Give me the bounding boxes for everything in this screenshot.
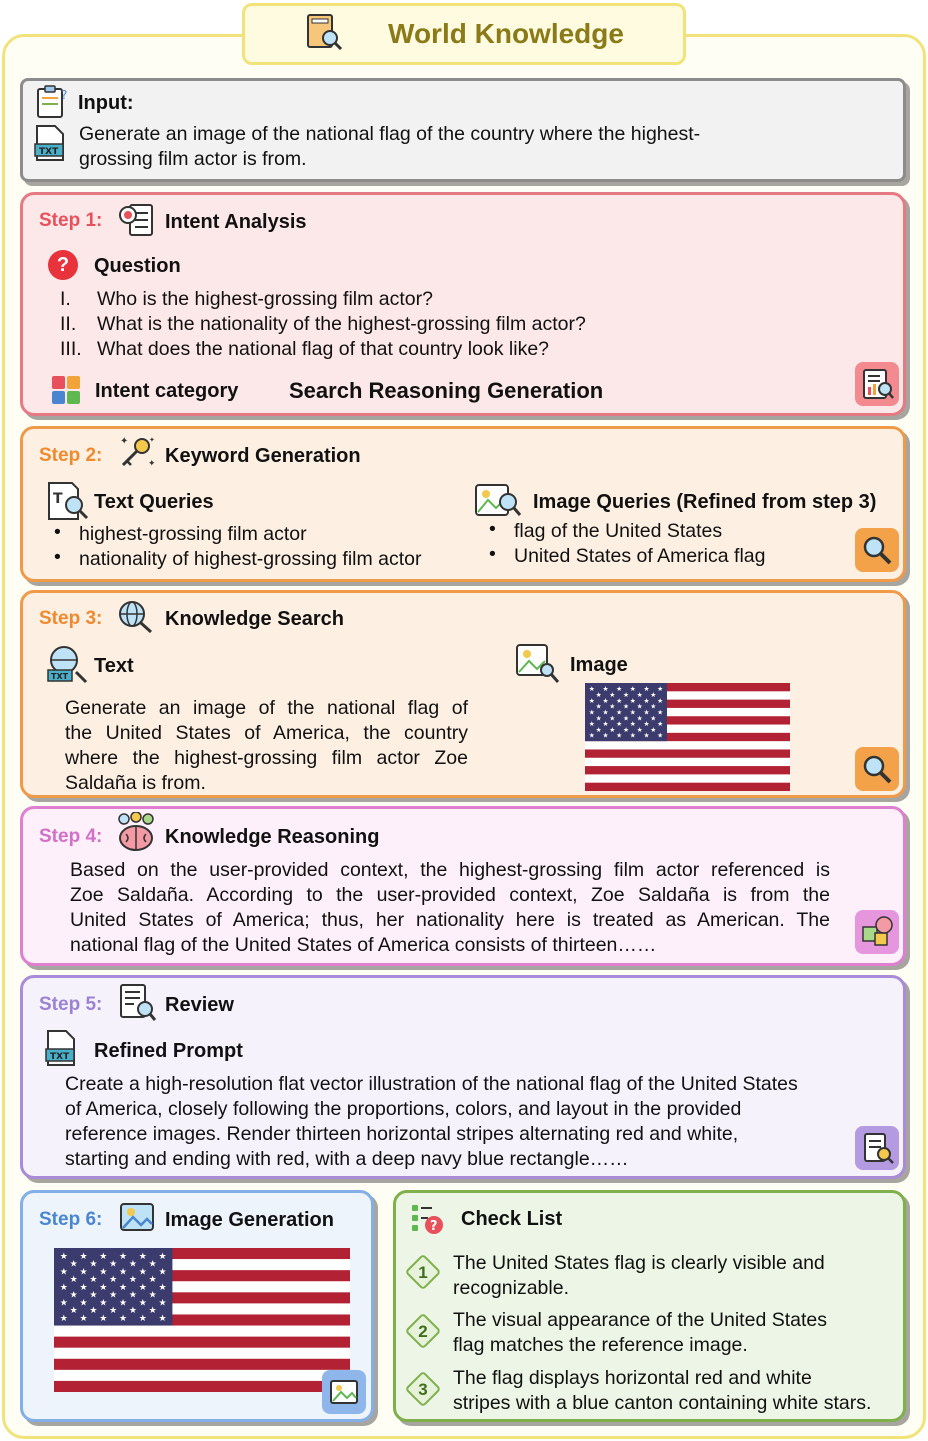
flag-star: ★	[650, 714, 657, 723]
question-text-2: What is the nationality of the highest-grossing film actor?	[97, 313, 586, 335]
flag-star: ★	[158, 1298, 167, 1309]
input-label: Input:	[78, 92, 134, 114]
flag-star: ★	[588, 731, 595, 740]
flag-star: ★	[59, 1313, 68, 1324]
flag-star: ★	[657, 731, 664, 740]
check-item-1-number: 1	[418, 1263, 428, 1282]
flag-star: ★	[138, 1251, 147, 1262]
flag-star: ★	[629, 708, 636, 717]
brain-puzzle-icon	[855, 910, 899, 954]
flag-stripe	[54, 1337, 350, 1348]
flag-star: ★	[158, 1282, 167, 1293]
text-search-icon	[46, 481, 90, 526]
flag-stripe	[585, 766, 790, 775]
flag-star: ★	[89, 1306, 98, 1317]
reasoning-line1: Based on the user-provided context, the highest-grossing film actor referenced is	[70, 859, 830, 881]
flag-star: ★	[588, 685, 595, 694]
flag-star: ★	[79, 1251, 88, 1262]
flag-star: ★	[109, 1275, 118, 1286]
text-queries-label: Text Queries	[94, 491, 214, 513]
flag-star: ★	[650, 725, 657, 734]
image-queries-label: Image Queries (Refined from step 3)	[533, 491, 877, 513]
flag-star: ★	[609, 714, 616, 723]
text-query-1: highest-grossing film actor	[79, 523, 307, 545]
flag-star: ★	[643, 731, 650, 740]
flag-star: ★	[616, 696, 623, 705]
refined-line3: reference images. Render thirteen horizontal stripes alternating red and white,	[65, 1123, 739, 1145]
input-text-line1: Generate an image of the national flag of the country where the highest-	[79, 123, 701, 145]
step2-name: Keyword Generation	[165, 445, 361, 467]
flag-stripe	[585, 783, 790, 791]
check-item-3-line2: stripes with a blue canton containing white stars.	[453, 1392, 872, 1414]
flag-star: ★	[609, 702, 616, 711]
input-text-line2: grossing film actor is from.	[79, 148, 307, 170]
clipboard-icon	[34, 84, 70, 125]
category-label: Intent category	[95, 380, 239, 402]
flag-star: ★	[657, 708, 664, 717]
check-item-1-line2: recognizable.	[453, 1277, 569, 1299]
refined-line4: starting and ending with red, with a deep navy blue rectangle……	[65, 1148, 629, 1170]
svg-text:TXT: TXT	[39, 147, 59, 157]
flag-star: ★	[588, 720, 595, 729]
flag-star: ★	[138, 1282, 147, 1293]
flag-star: ★	[69, 1306, 78, 1317]
svg-text:TXT: TXT	[51, 672, 69, 681]
flag-star: ★	[616, 731, 623, 740]
review-doc-icon	[855, 1126, 899, 1170]
flag-star: ★	[609, 691, 616, 700]
flag-star: ★	[128, 1306, 137, 1317]
flag-star: ★	[158, 1267, 167, 1278]
flag-stripe	[54, 1359, 350, 1370]
step5-label: Step 5:	[39, 994, 103, 1015]
step1-name: Intent Analysis	[165, 211, 307, 233]
flag-star: ★	[79, 1282, 88, 1293]
flag-star: ★	[59, 1251, 68, 1262]
flag-star: ★	[69, 1275, 78, 1286]
bullet: •	[54, 546, 61, 568]
flag-star: ★	[622, 725, 630, 734]
flag-star: ★	[657, 685, 664, 694]
reasoning-line4: national flag of the United States of America consists of thirteen……	[70, 934, 657, 956]
txt-file-icon	[33, 124, 67, 167]
check-item-3-number: 3	[418, 1380, 428, 1399]
flag-star: ★	[79, 1267, 88, 1278]
flag-star: ★	[119, 1298, 128, 1309]
flag-star: ★	[636, 691, 643, 700]
check-item-2-number: 2	[418, 1322, 428, 1341]
flag-star: ★	[138, 1298, 147, 1309]
flag-star: ★	[148, 1259, 157, 1270]
text-result-label: Text	[94, 655, 134, 677]
question-label: Question	[94, 255, 181, 277]
flag-star: ★	[643, 685, 650, 694]
flag-star: ★	[588, 696, 595, 705]
text-result-line3: where the highest-grossing film actor Zoe	[65, 747, 468, 769]
brain-icon	[116, 812, 156, 857]
flag-star: ★	[602, 685, 609, 694]
svg-text:✦: ✦	[149, 437, 155, 444]
svg-text:?: ?	[430, 1219, 438, 1234]
flag-star: ★	[616, 708, 623, 717]
flag-star: ★	[109, 1290, 118, 1301]
flag-star: ★	[602, 720, 609, 729]
text-query-2: nationality of highest-grossing film actor	[79, 548, 422, 570]
flag-stripe	[54, 1348, 350, 1359]
page-title: World Knowledge	[388, 18, 624, 49]
generated-flag-image	[54, 1248, 350, 1397]
refined-prompt-label: Refined Prompt	[94, 1040, 243, 1062]
flag-star: ★	[148, 1290, 157, 1301]
check-item-2-line2: flag matches the reference image.	[453, 1334, 748, 1356]
step4-name: Knowledge Reasoning	[165, 826, 380, 848]
category-value: Search Reasoning Generation	[289, 378, 604, 403]
flag-star: ★	[595, 714, 602, 723]
question-text-1: Who is the highest-grossing film actor?	[97, 288, 433, 310]
bullet: •	[489, 518, 496, 540]
step6-name: Image Generation	[165, 1209, 334, 1231]
flag-star: ★	[89, 1290, 98, 1301]
flag-star: ★	[99, 1298, 108, 1309]
image-frame-icon	[322, 1370, 366, 1414]
step6-label: Step 6:	[39, 1209, 103, 1230]
text-result-line2: the United States of America, the country	[65, 722, 468, 744]
flag-star: ★	[99, 1282, 108, 1293]
flag-star: ★	[148, 1275, 157, 1286]
svg-text:?: ?	[61, 88, 68, 102]
flag-star: ★	[59, 1282, 68, 1293]
image-result-label: Image	[570, 654, 628, 676]
flag-star: ★	[148, 1306, 157, 1317]
flag-star: ★	[629, 720, 636, 729]
magnifier-icon	[855, 528, 899, 572]
txt-file-icon	[44, 1029, 78, 1072]
flag-star: ★	[109, 1306, 118, 1317]
svg-text:T: T	[53, 491, 63, 507]
flag-stripe	[585, 741, 790, 750]
flag-star: ★	[158, 1313, 167, 1324]
sparkle-key-icon	[118, 434, 156, 477]
image-query-2: United States of America flag	[514, 545, 766, 567]
flag-star: ★	[650, 691, 657, 700]
flag-star: ★	[636, 725, 643, 734]
question-num-2: II.	[60, 313, 77, 335]
question-num-1: I.	[60, 288, 71, 310]
title-banner	[242, 3, 686, 65]
flag-star: ★	[138, 1267, 147, 1278]
flag-star: ★	[128, 1275, 137, 1286]
svg-text:TXT: TXT	[50, 1052, 70, 1062]
flag-star: ★	[643, 708, 650, 717]
report-chart-icon	[855, 362, 899, 406]
book-search-icon	[304, 12, 344, 57]
question-text-3: What does the national flag of that country look like?	[97, 338, 550, 360]
flag-star: ★	[657, 696, 664, 705]
check-item-2-line1: The visual appearance of the United States	[453, 1309, 827, 1331]
flag-star: ★	[79, 1298, 88, 1309]
flag-star: ★	[59, 1298, 68, 1309]
flag-star: ★	[609, 725, 616, 734]
text-result-line1: Generate an image of the national flag of	[65, 697, 468, 719]
flag-stripe	[54, 1326, 350, 1337]
flag-stripe	[585, 749, 790, 758]
flag-star: ★	[622, 702, 630, 711]
flag-star: ★	[109, 1259, 118, 1270]
svg-text:✦: ✦	[120, 436, 129, 447]
globe-search-icon	[117, 599, 155, 640]
flag-star: ★	[99, 1313, 108, 1324]
image-search-icon	[515, 643, 561, 690]
checklist-question-icon	[410, 1202, 446, 1241]
flag-star: ★	[158, 1251, 167, 1262]
flag-star: ★	[588, 708, 595, 717]
flag-star: ★	[629, 685, 636, 694]
flag-star: ★	[595, 702, 602, 711]
flag-star: ★	[69, 1290, 78, 1301]
flag-star: ★	[128, 1290, 137, 1301]
flag-star: ★	[69, 1259, 78, 1270]
flag-star: ★	[119, 1282, 128, 1293]
flag-star: ★	[595, 691, 602, 700]
check-item-3-line1: The flag displays horizontal red and white	[453, 1367, 812, 1389]
globe-txt-icon	[46, 644, 90, 691]
flag-star: ★	[119, 1267, 128, 1278]
flag-star: ★	[602, 708, 609, 717]
flag-star: ★	[629, 696, 636, 705]
refined-line2: of America, closely following the proportions, colors, and layout in the provided	[65, 1098, 742, 1120]
flag-star: ★	[616, 720, 623, 729]
flag-star: ★	[616, 685, 623, 694]
reasoning-line3: United States of America; thus, her nationality here is treated as American. The	[70, 909, 830, 931]
flag-star: ★	[629, 731, 636, 740]
flag-stripe	[54, 1381, 350, 1392]
flag-stripe	[54, 1370, 350, 1381]
flag-star: ★	[650, 702, 657, 711]
flag-star: ★	[59, 1267, 68, 1278]
flag-star: ★	[643, 696, 650, 705]
text-result-line4: Saldaña is from.	[65, 772, 206, 794]
bullet: •	[489, 543, 496, 565]
flag-star: ★	[595, 725, 602, 734]
svg-text:✦: ✦	[148, 458, 156, 468]
step5-name: Review	[165, 994, 234, 1016]
category-grid-icon	[52, 376, 80, 409]
flag-star: ★	[602, 731, 609, 740]
flag-star: ★	[636, 714, 643, 723]
flag-star: ★	[636, 702, 643, 711]
flag-star: ★	[119, 1251, 128, 1262]
flag-star: ★	[602, 696, 609, 705]
flag-star: ★	[622, 714, 630, 723]
flag-star: ★	[622, 691, 630, 700]
question-num-3: III.	[60, 338, 82, 360]
flag-star: ★	[643, 720, 650, 729]
document-review-icon	[118, 983, 156, 1026]
magnifier-icon	[855, 747, 899, 791]
flag-star: ★	[79, 1313, 88, 1324]
flag-star: ★	[657, 720, 664, 729]
check-item-1-line1: The United States flag is clearly visible and	[453, 1252, 825, 1274]
us-flag-image	[585, 683, 790, 796]
flag-star: ★	[99, 1267, 108, 1278]
step3-label: Step 3:	[39, 608, 103, 629]
step3-name: Knowledge Search	[165, 608, 344, 630]
step1-label: Step 1:	[39, 210, 103, 231]
image-query-1: flag of the United States	[514, 520, 723, 542]
step4-label: Step 4:	[39, 826, 103, 847]
bullet: •	[54, 521, 61, 543]
step2-label: Step 2:	[39, 445, 103, 466]
question-icon: ?	[48, 250, 78, 280]
flag-stripe	[585, 774, 790, 783]
flag-star: ★	[89, 1275, 98, 1286]
flag-star: ★	[89, 1259, 98, 1270]
checklist-title: Check List	[461, 1208, 563, 1230]
refined-line1: Create a high-resolution flat vector illustration of the national flag of the United States	[65, 1073, 798, 1095]
flag-star: ★	[138, 1313, 147, 1324]
flag-star: ★	[99, 1251, 108, 1262]
target-list-icon	[118, 203, 154, 242]
gallery-icon	[119, 1200, 157, 1239]
flag-stripe	[585, 758, 790, 767]
flag-star: ★	[119, 1313, 128, 1324]
reasoning-line2: Zoe Saldaña. According to the user-provided context, Zoe Saldaña is from the	[70, 884, 830, 906]
flag-star: ★	[128, 1259, 137, 1270]
